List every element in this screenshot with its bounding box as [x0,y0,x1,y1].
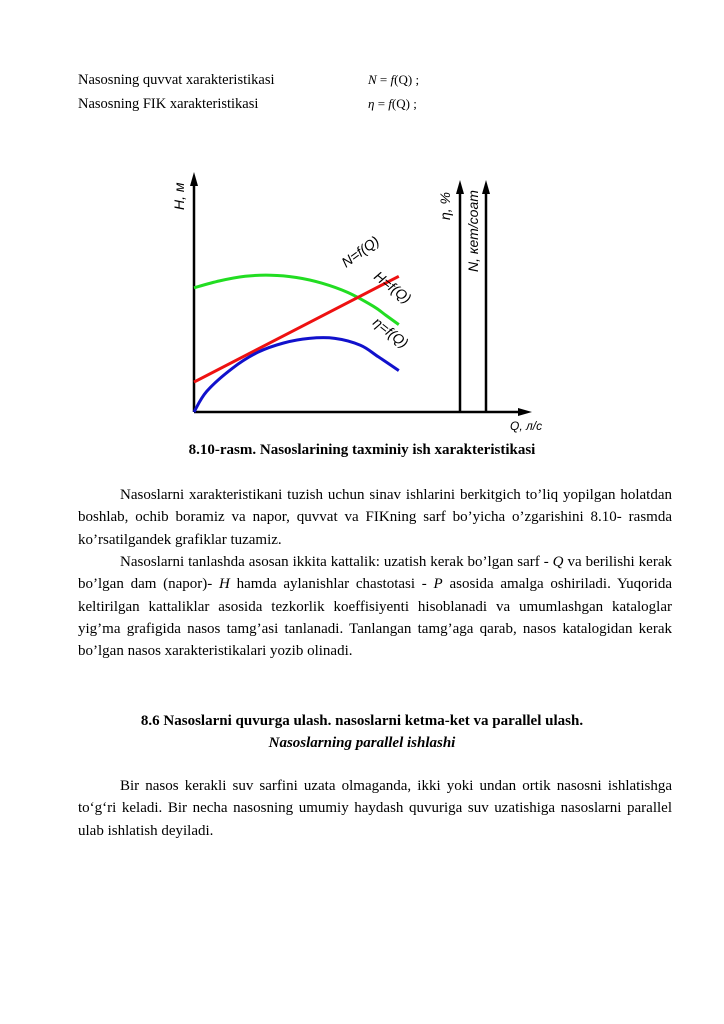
y-axis-right-1-arrow [456,180,464,194]
y-axis-right-1-label: η, % [437,192,453,220]
paragraph-1: Nasoslarni xarakteristikani tuzish uchun sinav ishlarini berkitgich to’liq yopilgan holatdan boshlab, ochib boramiz va napor, quvvat va FIKning sarf bo’yicha o’zgarishini 8.10- rasmda ko’rsatilgandek grafiklar tuzamiz. [78,487,672,548]
section-title: 8.6 Nasoslarni quvurga ulash. nasoslarni ketma-ket va parallel ulash. [140,713,584,729]
paragraph-3: Bir nasos kerakli suv sarfini uzata olmaganda, ikki yoki undan ortik nasosni ishlatishga to‘g‘ri keladi. Bir necha nasosning umumiy haydash quvuriga suv uzatishiga nasoslarni parallel ulab ishlatish deyiladi. [78,778,672,839]
paragraph-2: Nasoslarni tanlashda asosan ikkita kattalik: uzatish kerak bo’lgan sarf - Q va berilishi kerak bo’lgan dam (napor)- H hamda aylanishlar chastotasi - P asosida amalga oshiriladi. Yuqorida keltirilgan kattaliklar asosida tezkorlik koeffisiyenti hisoblanadi va umumlashgan kataloglar yig’ma grafigida nasos tamg’asi tanlanadi. Tanlangan tamg’aga qarab, nasos katalogidan kerak bo’lgan nasos xarakteristikalari yozib olinadi. [78,554,673,660]
y-axis-right-2-arrow [482,180,490,194]
section-heading [0,710,724,754]
y-axis-left-arrow [190,172,198,186]
series-line-h [194,275,399,324]
section-subtitle: Nasoslarning parallel ishlashi [268,735,456,751]
series-label-eta: η=f(Q) [370,313,412,352]
formula-expression: η = f(Q) ; [368,96,417,111]
x-axis-label: Q, л/с [510,419,543,433]
y-axis-left-label: H, м [171,182,187,210]
series-line-n [194,276,399,382]
x-axis-arrow [518,408,532,416]
series-label-h: H=f(Q) [371,267,415,307]
figure-caption: 8.10-rasm. Nasoslarining taxminiy ish xarakteristikasi [188,442,536,458]
series-line-eta [194,338,399,412]
series-label-n: N=f(Q) [338,232,383,271]
formula-label: Nasosning quvvat xarakteristikasi [78,72,275,88]
formula-expression: N = f(Q) ; [368,72,420,87]
y-axis-right-2-label: N, кет/соат [465,190,481,272]
formula-label: Nasosning FIK xarakteristikasi [78,96,259,112]
pump-characteristics-chart [150,160,550,435]
